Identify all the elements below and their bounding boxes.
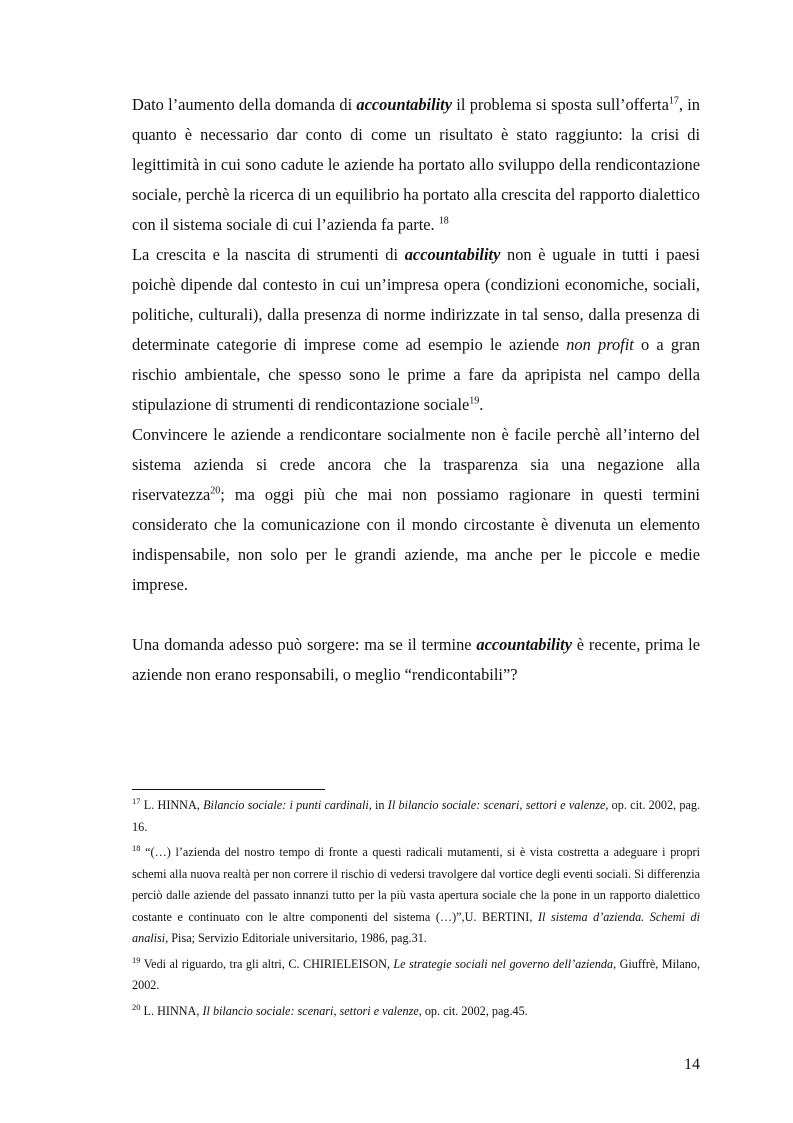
text-run: L. HINNA, <box>140 798 204 812</box>
footnote-number: 18 <box>132 842 141 853</box>
main-text <box>132 90 700 690</box>
emphasis-non-profit: non profit <box>566 335 634 354</box>
text-run: L. HINNA, <box>140 1003 203 1018</box>
text-run: è recente, prima le aziende non erano responsabili, o meglio “rendicontabili”? <box>132 635 700 684</box>
footnote-number: 20 <box>132 1001 141 1012</box>
text-run: La crescita e la nascita di strumenti di <box>132 245 405 264</box>
emphasis-accountability: accountability <box>476 635 572 654</box>
text-run: il problema si sposta sull’offerta <box>452 95 669 114</box>
footnote-17 <box>132 795 700 838</box>
footnote-number: 19 <box>132 954 141 965</box>
footnote-ref-19[interactable]: 19 <box>469 395 480 407</box>
text-run: Giuffrè, Milano, 2002. <box>132 956 700 992</box>
footnote-separator <box>132 789 325 790</box>
text-run: , Pisa; Servizio Editoriale universitario, 1986, pag.31. <box>165 931 427 945</box>
text-run: Una domanda adesso può sorgere: ma se il termine <box>132 635 477 654</box>
text-run: Convincere le aziende a rendicontare socialmente non è facile perchè all’interno del sistema azienda si crede ancora che la trasparenza sia una negazione alla riservatezza <box>132 425 700 504</box>
emphasis-accountability: accountability <box>404 245 501 264</box>
italic-title: Bilancio sociale: i punti cardinali, <box>203 798 372 812</box>
italic-title: Il bilancio sociale: scenari, settori e valenze, <box>387 798 609 812</box>
footnote-19 <box>132 954 700 997</box>
text-run: . <box>479 395 484 414</box>
paragraph-3 <box>132 420 700 600</box>
text-run: Dato l’aumento della domanda di <box>132 95 357 114</box>
text-run: in <box>371 798 388 812</box>
text-run: , in quanto è necessario dar conto di come un risultato è stato raggiunto: la crisi di legittimità in cui sono cadute le aziende ha portato allo sviluppo della rendicontazione sociale, perchè la ricerca di un equilibrio ha portato alla crescita del rapporto dialettico con il sistema sociale di cui l’azienda fa parte. <box>132 95 700 234</box>
italic-title: Il bilancio sociale: scenari, settori e valenze, <box>202 1003 422 1018</box>
footnotes <box>132 795 700 1026</box>
paragraph-1 <box>132 90 700 240</box>
footnote-ref-17[interactable]: 17 <box>668 95 679 107</box>
footnote-20 <box>132 1001 700 1023</box>
text-run: op. cit. 2002, pag. 16. <box>132 798 701 834</box>
italic-title: Il sistema d’azienda. Schemi di analisi <box>132 909 700 945</box>
text-run: o a gran rischio ambientale, che spesso sono le prime a fare da apripista nel campo della stipulazione di strumenti di rendicontazione sociale <box>132 335 701 414</box>
page-number: 14 <box>684 1056 700 1073</box>
text-run: “(…) l’azienda del nostro tempo di fronte a questi radicali mutamenti, si è vista costretta a adeguare i propri schemi alla nuova realtà per non correre il rischio di vedersi travolgere dal vortice degli eventi sociali. Si differenzia perciò dalle aziende del passato innanzi tutto per la più vasta apertura sociale che la pone in un rapporto dialettico costante e continuato con le altre componenti del sistema (…)”,U. BERTINI, <box>132 845 700 924</box>
italic-title: Le strategie sociali nel governo dell’azienda, <box>393 956 617 971</box>
text-run: ; ma oggi più che mai non possiamo ragionare in questi termini considerato che la comunicazione con il mondo circostante è divenuta un elemento indispensabile, non solo per le grandi aziende, ma anche per le piccole e medie imprese. <box>132 485 700 594</box>
footnote-number: 17 <box>132 795 141 806</box>
emphasis-accountability: accountability <box>356 95 453 114</box>
text-run: op. cit. 2002, pag.45. <box>421 1003 528 1018</box>
footnote-ref-20[interactable]: 20 <box>210 485 221 497</box>
footnote-18 <box>132 842 700 950</box>
text-run: non è uguale in tutti i paesi poichè dipende dal contesto in cui un’impresa opera (condizioni economiche, sociali, politiche, culturali), dalla presenza di norme indirizzate in tal senso, dalla presenza di determinate categorie di imprese come ad esempio le aziende <box>132 245 700 354</box>
text-run: Vedi al riguardo, tra gli altri, C. CHIRIELEISON, <box>140 956 394 971</box>
paragraph-4 <box>132 630 700 690</box>
footnote-ref-18[interactable]: 18 <box>438 215 449 227</box>
paragraph-2 <box>132 240 700 420</box>
